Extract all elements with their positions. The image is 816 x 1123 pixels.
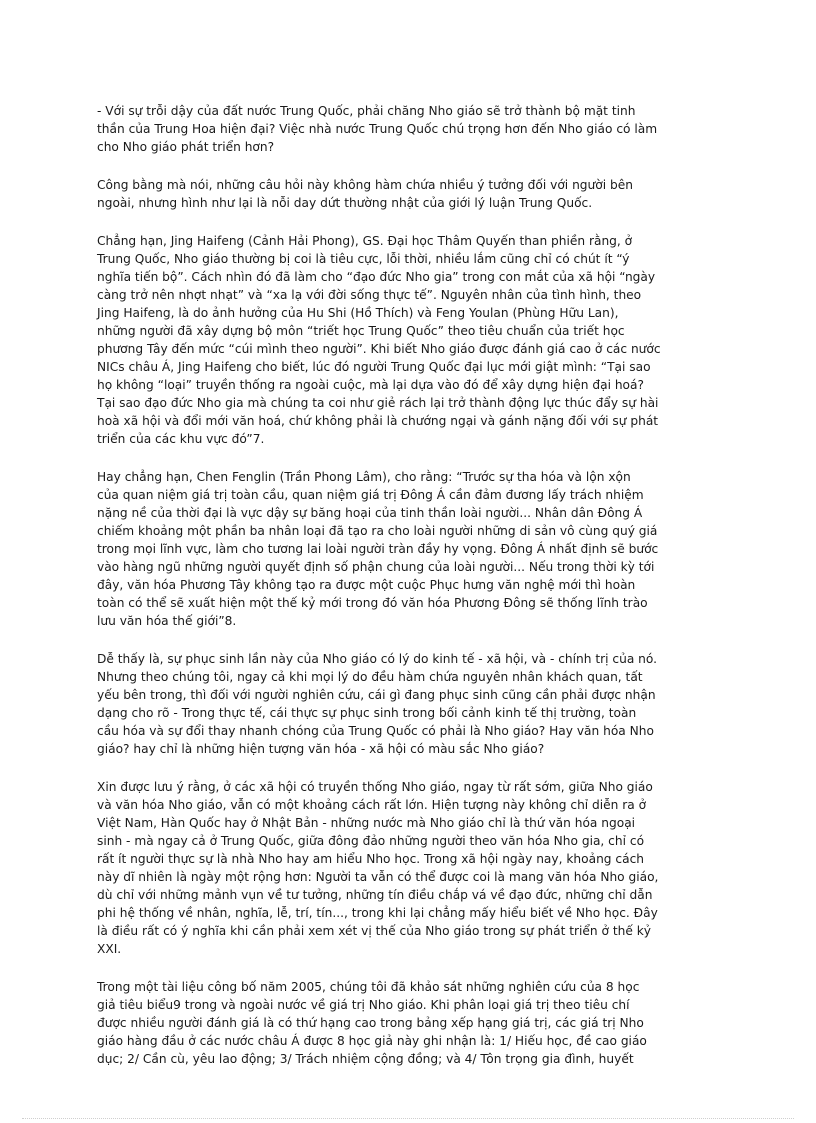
text-line: Jing Haifeng, là do ảnh hưởng của Hu Shi (Hồ Thích) và Feng Youlan (Phùng Hữu Lan), [97, 306, 619, 320]
text-line: - Với sự trỗi dậy của đất nước Trung Quốc, phải chăng Nho giáo sẽ trở thành bộ mặt tinh [97, 104, 636, 118]
text-line: nặng nề của thời đại là vực dậy sự băng hoại của tinh thần loài người... Nhân dân Đông Á [97, 506, 643, 520]
paragraph-2 [97, 176, 727, 212]
text-line: nghĩa tiến bộ”. Cách nhìn đó đã làm cho “đạo đức Nho gia” trong con mắt của xã hội “ngày [97, 270, 656, 284]
text-line: đây, văn hóa Phương Tây không tạo ra được một cuộc Phục hưng văn nghệ mới thì hoàn [97, 578, 636, 592]
text-line: vào hàng ngũ những người quyết định số phận chung của loài người... Nếu trong thời kỳ tới [97, 560, 655, 574]
text-line: Công bằng mà nói, những câu hỏi này không hàm chứa nhiều ý tưởng đối với người bên [97, 178, 633, 192]
text-line: trong mọi lĩnh vực, làm cho tương lai loài người tràn đầy hy vọng. Đông Á nhất định sẽ bước [97, 542, 659, 556]
text-line: càng trở nên nhợt nhạt” và “xa lạ với đời sống thực tế”. Nguyên nhân của tình hình, theo [97, 288, 642, 302]
text-line: cầu hóa và sự đổi thay nhanh chóng của Trung Quốc có phải là Nho giáo? Hay văn hóa Nho [97, 724, 654, 738]
text-line: giáo? hay chỉ là những hiện tượng văn hóa - xã hội có màu sắc Nho giáo? [97, 742, 545, 756]
document-body [97, 102, 727, 1088]
text-line: và văn hóa Nho giáo, vẫn có một khoảng cách rất lớn. Hiện tượng này không chỉ diễn ra ở [97, 798, 647, 812]
text-line: thần của Trung Hoa hiện đại? Việc nhà nước Trung Quốc chú trọng hơn đến Nho giáo có làm [97, 122, 658, 136]
text-line: này dĩ nhiên là ngày một rộng hơn: Người ta vẫn có thể được coi là mang văn hóa Nho giáo, [97, 870, 659, 884]
text-line: lưu văn hóa thế giới”8. [97, 614, 237, 628]
text-line: triển của các khu vực đó”7. [97, 432, 265, 446]
text-line: họ không “loại” truyền thống ra ngoài cuộc, mà lại dựa vào đó để xây dựng hiện đại hoá? [97, 378, 644, 392]
text-line: yếu bên trong, thì đối với người nghiên cứu, cái gì đang phục sinh cũng cần phải được nhận [97, 688, 656, 702]
page-bottom-divider [22, 1118, 794, 1119]
paragraph-3 [97, 232, 727, 448]
text-line: Tại sao đạo đức Nho gia mà chúng ta coi như giẻ rách lại trở thành động lực thúc đẩy sự hài [97, 396, 659, 410]
text-line: toàn có thể sẽ xuất hiện một thế kỷ mới trong đó văn hóa Phương Đông sẽ thống lĩnh trào [97, 596, 648, 610]
text-line: dạng cho rõ - Trong thực tế, cái thực sự phục sinh trong bối cảnh kinh tế thị trường, toàn [97, 706, 637, 720]
text-line: NICs châu Á, Jing Haifeng cho biết, lúc đó người Trung Quốc đại lục mới giật mình: “Tại sao [97, 360, 651, 374]
text-line: chiếm khoảng một phần ba nhân loại đã tạo ra cho loài người những di sản vô cùng quý giá [97, 524, 658, 538]
paragraph-6 [97, 778, 727, 958]
text-line: dù chỉ với những mảnh vụn về tư tưởng, những tín điều chắp vá về đạo đức, những chỉ dẫn [97, 888, 653, 902]
text-line: Trung Quốc, Nho giáo thường bị coi là tiêu cực, lỗi thời, nhiều lắm cũng chỉ có chút ít “ý [97, 252, 630, 266]
text-line: dục; 2/ Cần cù, yêu lao động; 3/ Trách nhiệm cộng đồng; và 4/ Tôn trọng gia đình, huyết [97, 1052, 634, 1066]
paragraph-4 [97, 468, 727, 630]
text-line: sinh - mà ngay cả ở Trung Quốc, giữa đông đảo những người theo văn hóa Nho gia, chỉ có [97, 834, 645, 848]
text-line: Xin được lưu ý rằng, ở các xã hội có truyền thống Nho giáo, ngay từ rất sớm, giữa Nho giáo [97, 780, 653, 794]
text-line: rất ít người thực sự là nhà Nho hay am hiểu Nho học. Trong xã hội ngày nay, khoảng cách [97, 852, 645, 866]
paragraph-7 [97, 978, 727, 1068]
text-line: hoà xã hội và đổi mới văn hoá, chứ không phải là chướng ngại và gánh nặng đối với sự phát [97, 414, 659, 428]
text-line: của quan niệm giá trị toàn cầu, quan niệm giá trị Đông Á cần đảm đương lấy trách nhiệm [97, 488, 644, 502]
text-line: XXI. [97, 942, 122, 956]
text-line: Nhưng theo chúng tôi, ngay cả khi mọi lý do đều hàm chứa nguyên nhân khách quan, tất [97, 670, 643, 684]
paragraph-1 [97, 102, 727, 156]
text-line: phi hệ thống về nhân, nghĩa, lễ, trí, tín..., trong khi lại chẳng mấy hiểu biết về Nho học. Đây [97, 906, 658, 920]
text-line: Trong một tài liệu công bố năm 2005, chúng tôi đã khảo sát những nghiên cứu của 8 học [97, 980, 640, 994]
text-line: Việt Nam, Hàn Quốc hay ở Nhật Bản - những nước mà Nho giáo chỉ là thứ văn hóa ngoại [97, 816, 636, 830]
text-line: cho Nho giáo phát triển hơn? [97, 140, 275, 154]
text-line: phương Tây đến mức “cúi mình theo người”. Khi biết Nho giáo được đánh giá cao ở các nước [97, 342, 661, 356]
text-line: là điều rất có ý nghĩa khi cần phải xem xét vị thế của Nho giáo trong sự phát triển ở thế kỷ [97, 924, 651, 938]
text-line: Dễ thấy là, sự phục sinh lần này của Nho giáo có lý do kinh tế - xã hội, và - chính trị của nó. [97, 652, 658, 666]
text-line: giáo hàng đầu ở các nước châu Á được 8 học giả này ghi nhận là: 1/ Hiếu học, đề cao giáo [97, 1034, 647, 1048]
text-line: giả tiêu biểu9 trong và ngoài nước về giá trị Nho giáo. Khi phân loại giá trị theo tiêu chí [97, 998, 630, 1012]
text-line: được nhiều người đánh giá là có thứ hạng cao trong bảng xếp hạng giá trị, các giá trị Nho [97, 1016, 644, 1030]
text-line: Chẳng hạn, Jing Haifeng (Cảnh Hải Phong), GS. Đại học Thâm Quyến than phiền rằng, ở [97, 234, 633, 248]
text-line: Hay chẳng hạn, Chen Fenglin (Trần Phong Lâm), cho rằng: “Trước sự tha hóa và lộn xộn [97, 470, 631, 484]
paragraph-5 [97, 650, 727, 758]
text-line: những người đã xây dựng bộ môn “triết học Trung Quốc” theo tiêu chuẩn của triết học [97, 324, 625, 338]
text-line: ngoài, nhưng hình như lại là nỗi day dứt thường nhật của giới lý luận Trung Quốc. [97, 196, 593, 210]
